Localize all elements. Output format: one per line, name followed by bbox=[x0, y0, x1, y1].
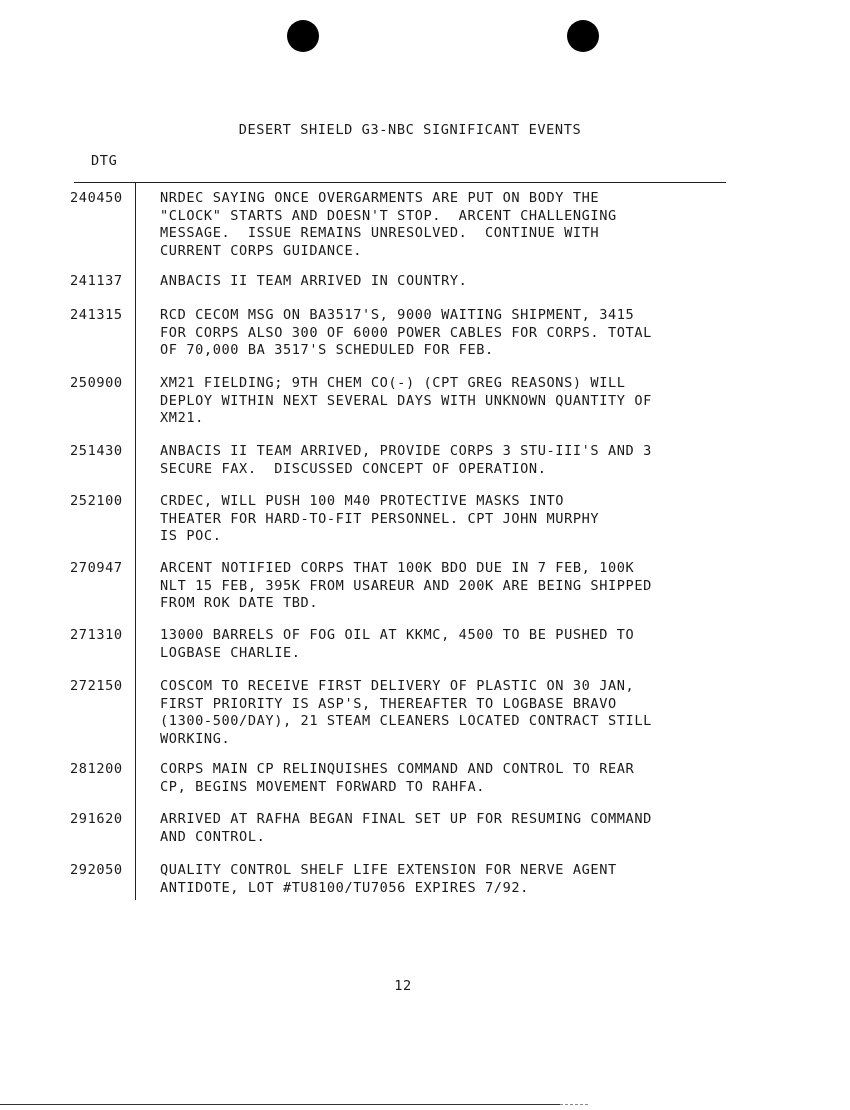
event-dtg: 241315 bbox=[70, 307, 123, 323]
event-text: ANBACIS II TEAM ARRIVED, PROVIDE CORPS 3 STU-III'S AND 3 SECURE FAX. DISCUSSED CONCEPT OF OPERATION. bbox=[160, 443, 652, 477]
event-dtg: 291620 bbox=[70, 811, 123, 827]
event-dtg: 250900 bbox=[70, 375, 123, 391]
event-text: NRDEC SAYING ONCE OVERGARMENTS ARE PUT ON BODY THE "CLOCK" STARTS AND DOESN'T STOP. ARCENT CHALLENGING MESSAGE. ISSUE REMAINS UNRESOLVED. CONTINUE WITH CURRENT CORPS GUIDANCE. bbox=[160, 190, 617, 259]
event-dtg: 252100 bbox=[70, 493, 123, 509]
footer-rule bbox=[0, 1104, 560, 1105]
document-title: DESERT SHIELD G3-NBC SIGNIFICANT EVENTS bbox=[238, 122, 582, 138]
event-text: ARCENT NOTIFIED CORPS THAT 100K BDO DUE IN 7 FEB, 100K NLT 15 FEB, 395K FROM USAREUR AND 200K ARE BEING SHIPPED FROM ROK DATE TBD. bbox=[160, 560, 652, 611]
event-dtg: 281200 bbox=[70, 761, 123, 777]
event-text: CRDEC, WILL PUSH 100 M40 PROTECTIVE MASKS INTO THEATER FOR HARD-TO-FIT PERSONNEL. CPT JOHN MURPHY IS POC. bbox=[160, 493, 600, 544]
event-text: 13000 BARRELS OF FOG OIL AT KKMC, 4500 TO BE PUSHED TO LOGBASE CHARLIE. bbox=[160, 627, 635, 661]
header-rule bbox=[74, 182, 726, 183]
punch-hole-right bbox=[567, 20, 599, 52]
event-dtg: 241137 bbox=[70, 273, 123, 289]
event-dtg: 240450 bbox=[70, 190, 123, 206]
footer-rule-faded bbox=[560, 1104, 588, 1105]
event-text: ARRIVED AT RAFHA BEGAN FINAL SET UP FOR RESUMING COMMAND AND CONTROL. bbox=[160, 811, 652, 845]
column-divider bbox=[135, 182, 136, 900]
event-text: CORPS MAIN CP RELINQUISHES COMMAND AND CONTROL TO REAR CP, BEGINS MOVEMENT FORWARD TO RAHFA. bbox=[160, 761, 635, 795]
dtg-column-header: DTG bbox=[91, 153, 118, 169]
event-text: QUALITY CONTROL SHELF LIFE EXTENSION FOR NERVE AGENT ANTIDOTE, LOT #TU8100/TU7056 EXPIRES 7/92. bbox=[160, 862, 617, 896]
event-dtg: 251430 bbox=[70, 443, 123, 459]
event-text: ANBACIS II TEAM ARRIVED IN COUNTRY. bbox=[160, 273, 468, 289]
event-dtg: 271310 bbox=[70, 627, 123, 643]
page-number: 12 bbox=[394, 978, 412, 994]
event-text: COSCOM TO RECEIVE FIRST DELIVERY OF PLASTIC ON 30 JAN, FIRST PRIORITY IS ASP'S, THEREAFTER TO LOGBASE BRAVO (1300-500/DAY), 21 STEAM CLEANERS LOCATED CONTRACT STILL WORKING. bbox=[160, 678, 652, 747]
punch-hole-left bbox=[287, 20, 319, 52]
event-text: XM21 FIELDING; 9TH CHEM CO(-) (CPT GREG REASONS) WILL DEPLOY WITHIN NEXT SEVERAL DAYS WITH UNKNOWN QUANTITY OF XM21. bbox=[160, 375, 652, 426]
event-dtg: 272150 bbox=[70, 678, 123, 694]
event-text: RCD CECOM MSG ON BA3517'S, 9000 WAITING SHIPMENT, 3415 FOR CORPS ALSO 300 OF 6000 POWER CABLES FOR CORPS. TOTAL OF 70,000 BA 3517'S SCHEDULED FOR FEB. bbox=[160, 307, 652, 358]
event-dtg: 292050 bbox=[70, 862, 123, 878]
event-dtg: 270947 bbox=[70, 560, 123, 576]
